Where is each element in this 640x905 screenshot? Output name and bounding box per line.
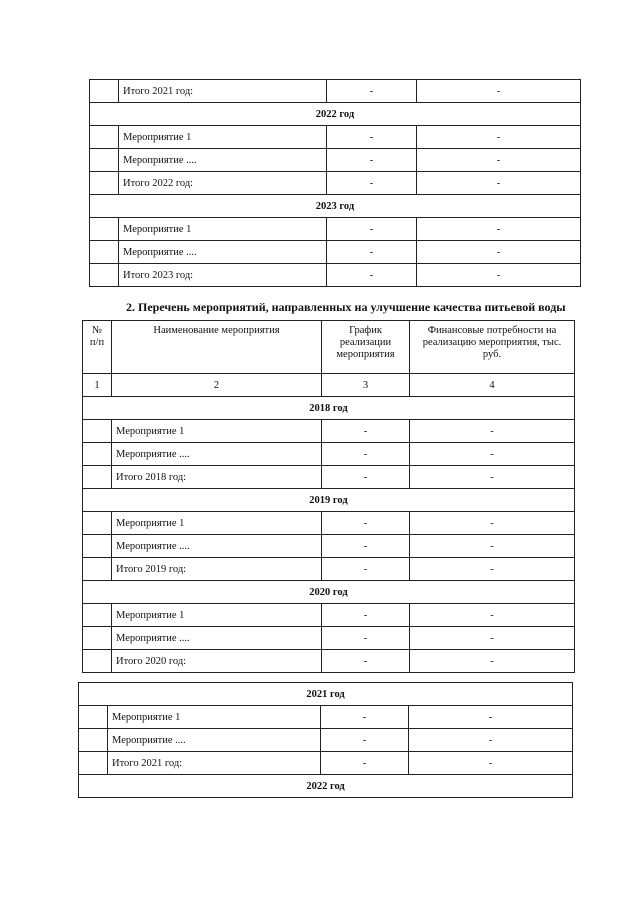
row-finance-cell: - [409, 706, 573, 729]
header-name: Наименование мероприятия [112, 321, 322, 374]
row-schedule-cell: - [327, 218, 417, 241]
row-finance-cell: - [417, 218, 581, 241]
year-label: 2022 год [79, 775, 573, 798]
table-header-row [83, 321, 575, 374]
header-schedule: График реализации мероприятия [322, 321, 410, 374]
colnum-4: 4 [410, 374, 575, 397]
row-num-cell [90, 241, 119, 264]
row-name-cell: Итого 2020 год: [112, 650, 322, 673]
row-name-cell: Мероприятие 1 [112, 512, 322, 535]
year-header-row [90, 195, 581, 218]
row-finance-cell: - [417, 126, 581, 149]
table-row [79, 752, 573, 775]
year-header-row [83, 489, 575, 512]
table-row [83, 535, 575, 558]
row-name-cell: Мероприятие .... [112, 627, 322, 650]
row-name-cell: Мероприятие 1 [108, 706, 321, 729]
colnum-2: 2 [112, 374, 322, 397]
row-num-cell [90, 126, 119, 149]
row-finance-cell: - [417, 149, 581, 172]
row-schedule-cell: - [327, 172, 417, 195]
row-schedule-cell: - [322, 558, 410, 581]
row-name-cell: Мероприятие 1 [119, 218, 327, 241]
table-row [83, 443, 575, 466]
row-schedule-cell: - [327, 80, 417, 103]
table-row [79, 729, 573, 752]
table-row [90, 264, 581, 287]
water-quality-measures-table [82, 320, 575, 673]
row-schedule-cell: - [327, 241, 417, 264]
row-num-cell [79, 752, 108, 775]
row-schedule-cell: - [322, 466, 410, 489]
row-schedule-cell: - [322, 627, 410, 650]
row-name-cell: Итого 2021 год: [119, 80, 327, 103]
row-schedule-cell: - [321, 752, 409, 775]
header-num: № п/п [83, 321, 112, 374]
colnum-3: 3 [322, 374, 410, 397]
row-num-cell [83, 512, 112, 535]
row-finance-cell: - [410, 420, 575, 443]
column-number-row [83, 374, 575, 397]
row-finance-cell: - [409, 729, 573, 752]
row-finance-cell: - [417, 264, 581, 287]
row-name-cell: Итого 2023 год: [119, 264, 327, 287]
row-finance-cell: - [410, 535, 575, 558]
row-schedule-cell: - [322, 443, 410, 466]
row-schedule-cell: - [322, 535, 410, 558]
table-row [83, 627, 575, 650]
row-schedule-cell: - [327, 264, 417, 287]
row-schedule-cell: - [327, 126, 417, 149]
table-row [90, 172, 581, 195]
table-row [90, 80, 581, 103]
row-schedule-cell: - [321, 729, 409, 752]
table-row [83, 420, 575, 443]
row-finance-cell: - [410, 650, 575, 673]
row-name-cell: Итого 2022 год: [119, 172, 327, 195]
row-schedule-cell: - [322, 650, 410, 673]
row-schedule-cell: - [322, 604, 410, 627]
section-title: 2. Перечень мероприятий, направленных на улучшение качества питьевой воды [126, 300, 566, 314]
table-row [79, 706, 573, 729]
row-num-cell [90, 80, 119, 103]
table-row [90, 149, 581, 172]
row-name-cell: Мероприятие 1 [119, 126, 327, 149]
table-row [83, 512, 575, 535]
year-header-row [79, 775, 573, 798]
row-num-cell [90, 172, 119, 195]
row-name-cell: Мероприятие .... [119, 149, 327, 172]
row-finance-cell: - [410, 558, 575, 581]
year-header-row [79, 683, 573, 706]
row-schedule-cell: - [322, 512, 410, 535]
row-num-cell [79, 706, 108, 729]
year-header-row [90, 103, 581, 126]
row-num-cell [83, 604, 112, 627]
table-row [83, 604, 575, 627]
table-row [90, 126, 581, 149]
row-schedule-cell: - [322, 420, 410, 443]
table-row [83, 466, 575, 489]
row-num-cell [83, 558, 112, 581]
header-finance: Финансовые потребности на реализацию мероприятия, тыс. руб. [410, 321, 575, 374]
table-row [90, 241, 581, 264]
year-label: 2021 год [79, 683, 573, 706]
year-header-row [83, 397, 575, 420]
year-label: 2020 год [83, 581, 575, 604]
table-row [83, 650, 575, 673]
row-finance-cell: - [410, 627, 575, 650]
row-num-cell [90, 149, 119, 172]
year-header-row [83, 581, 575, 604]
row-num-cell [83, 420, 112, 443]
table-row [83, 558, 575, 581]
row-finance-cell: - [410, 443, 575, 466]
year-label: 2023 год [90, 195, 581, 218]
row-num-cell [83, 443, 112, 466]
row-num-cell [90, 218, 119, 241]
row-name-cell: Мероприятие .... [112, 443, 322, 466]
measures-table-continued [89, 79, 581, 287]
row-finance-cell: - [417, 172, 581, 195]
table-row [90, 218, 581, 241]
row-name-cell: Мероприятие 1 [112, 604, 322, 627]
row-name-cell: Итого 2019 год: [112, 558, 322, 581]
year-label: 2019 год [83, 489, 575, 512]
year-label: 2018 год [83, 397, 575, 420]
row-num-cell [79, 729, 108, 752]
row-num-cell [90, 264, 119, 287]
row-finance-cell: - [417, 80, 581, 103]
row-name-cell: Мероприятие 1 [112, 420, 322, 443]
row-name-cell: Итого 2021 год: [108, 752, 321, 775]
row-num-cell [83, 627, 112, 650]
row-finance-cell: - [410, 466, 575, 489]
row-schedule-cell: - [321, 706, 409, 729]
row-num-cell [83, 535, 112, 558]
row-num-cell [83, 466, 112, 489]
row-finance-cell: - [417, 241, 581, 264]
row-name-cell: Мероприятие .... [119, 241, 327, 264]
water-quality-measures-table-lower [78, 682, 573, 798]
row-finance-cell: - [409, 752, 573, 775]
row-finance-cell: - [410, 604, 575, 627]
row-name-cell: Мероприятие .... [112, 535, 322, 558]
row-name-cell: Итого 2018 год: [112, 466, 322, 489]
row-name-cell: Мероприятие .... [108, 729, 321, 752]
year-label: 2022 год [90, 103, 581, 126]
colnum-1: 1 [83, 374, 112, 397]
row-finance-cell: - [410, 512, 575, 535]
row-schedule-cell: - [327, 149, 417, 172]
row-num-cell [83, 650, 112, 673]
